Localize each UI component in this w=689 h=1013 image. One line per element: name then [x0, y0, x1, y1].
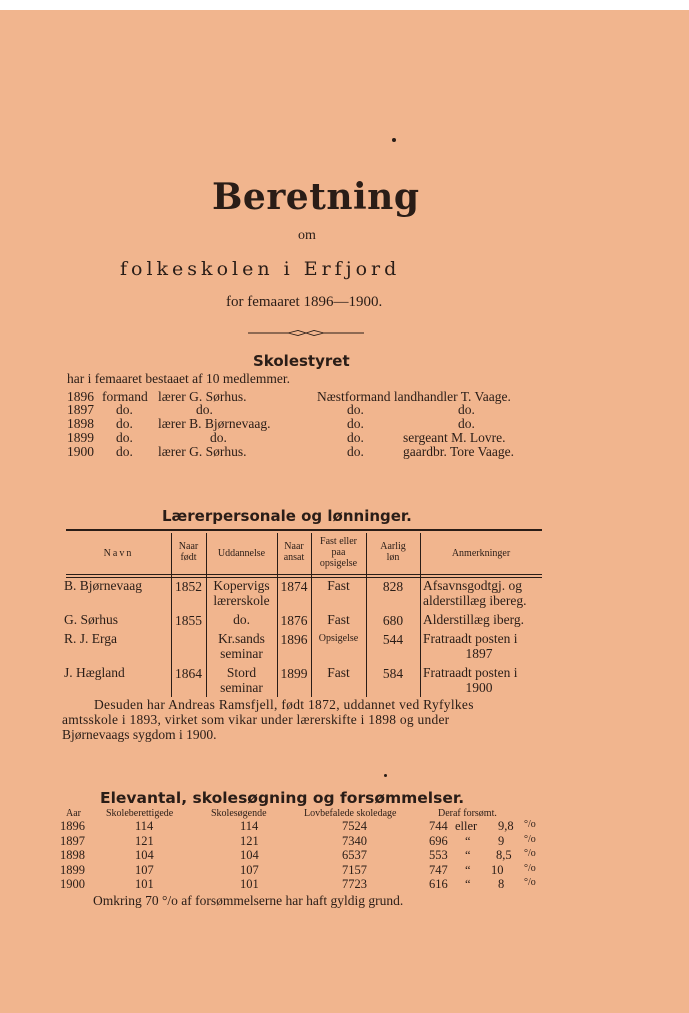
teacher-salary: 544: [382, 632, 404, 647]
cell-line: seminar: [220, 680, 263, 695]
col-header-fast: [311, 536, 366, 569]
table-header-rule: [66, 574, 542, 575]
col-header-sogende: Skolesøgende: [211, 808, 267, 819]
elev-sogende: 101: [240, 877, 259, 891]
elev-row: [0, 848, 689, 863]
cell-line: Kr.sands: [218, 631, 265, 646]
teacher-name: J. Hægland: [64, 665, 125, 680]
cell-line: do.: [233, 612, 250, 627]
teacher-remarks: [423, 631, 535, 661]
board-member: lærer G. Sørhus.: [158, 444, 247, 459]
col-header-uddannelse: Uddannelse: [217, 548, 266, 559]
elev-year: 1899: [60, 863, 85, 877]
document-subtitle: folkeskolen i Erfjord: [120, 258, 401, 280]
teacher-education: [206, 631, 277, 661]
teacher-hired: 1896: [280, 632, 308, 647]
elev-sogende: 121: [240, 834, 259, 848]
teacher-hired: 1876: [280, 613, 308, 628]
board-role: do.: [116, 402, 133, 417]
elev-heading: Elevantal, skolesøgning og forsømmelser.: [100, 789, 465, 807]
board-vice: Næstformand landhandler T. Vaage.: [317, 389, 511, 404]
ink-speck: [392, 138, 396, 142]
teacher-salary: 584: [382, 666, 404, 681]
col-header-naar-ansat: [277, 541, 311, 563]
elev-berettigede: 121: [135, 834, 154, 848]
board-role: formand: [102, 389, 148, 404]
cell-line: Stord: [226, 665, 257, 680]
elev-percent: 10: [491, 863, 504, 877]
board-role: do.: [116, 416, 133, 431]
elev-skoledage: 7524: [342, 819, 367, 833]
col-header-line: løn: [386, 552, 400, 563]
col-header-naar-fodt: [171, 541, 206, 563]
elev-row: [0, 877, 689, 892]
elev-berettigede: 101: [135, 877, 154, 891]
elev-percent: 8,5: [496, 848, 512, 862]
col-header-line: Naar: [178, 541, 199, 552]
cell-line: seminar: [220, 646, 263, 661]
elev-forsomt: 616: [429, 877, 448, 891]
elev-forsomt: 744: [429, 819, 448, 833]
col-header-line: ansat: [283, 552, 305, 563]
teacher-fast: Opsigelse: [318, 633, 359, 644]
cell-line: Alderstillæg iberg.: [423, 612, 524, 627]
teacher-remarks: [423, 665, 535, 695]
elev-row: [0, 863, 689, 878]
teacher-hired: 1899: [280, 666, 308, 681]
board-year: 1898: [67, 416, 94, 431]
elev-unit: °/o: [524, 848, 536, 859]
skolestyret-heading: Skolestyret: [253, 352, 350, 370]
col-header-line: født: [180, 552, 197, 563]
title-om: om: [298, 228, 316, 243]
cell-line: 1897: [465, 646, 493, 661]
teacher-education: [206, 612, 277, 628]
teacher-note-line: Desuden har Andreas Ramsfjell, født 1872, uddannet ved Ryfylkes: [94, 697, 474, 712]
teacher-name: R. J. Erga: [64, 631, 117, 646]
board-year: 1899: [67, 430, 94, 445]
col-header-line: paa: [331, 547, 346, 558]
elev-unit: °/o: [524, 863, 536, 874]
elev-skoledage: 7157: [342, 863, 367, 877]
teacher-born: 1864: [175, 666, 202, 681]
period-line: for femaaret 1896—1900.: [226, 294, 383, 310]
elev-year: 1898: [60, 848, 85, 862]
board-vice-name: do.: [458, 402, 475, 417]
board-vice: do.: [347, 416, 364, 431]
board-year: 1897: [67, 402, 94, 417]
board-vice-name: gaardbr. Tore Vaage.: [403, 444, 515, 459]
teacher-fast: Fast: [327, 665, 350, 680]
elev-row: [0, 834, 689, 849]
board-member: do.: [210, 430, 227, 445]
teacher-note-line: amtsskole i 1893, virket som vikar under lærerskifte i 1898 og under: [62, 712, 450, 727]
cell-line: Fratraadt posten i: [423, 631, 518, 646]
elev-forsomt: 696: [429, 834, 448, 848]
col-header-line: opsigelse: [319, 558, 358, 569]
document-title: Beretning: [212, 176, 420, 218]
skolestyret-intro: har i femaaret bestaaet af 10 medlemmer.: [67, 371, 291, 386]
col-header-navn: Navn: [103, 548, 134, 559]
cell-line: Kopervigs: [213, 578, 270, 593]
cell-line: Fratraadt posten i: [423, 665, 518, 680]
teacher-remarks: [423, 612, 524, 628]
board-member: lærer G. Sørhus.: [158, 389, 247, 404]
teacher-name: G. Sørhus: [64, 612, 119, 627]
teacher-education: [206, 578, 277, 608]
board-year: 1896: [67, 389, 94, 404]
elev-year: 1897: [60, 834, 85, 848]
teacher-born: 1852: [175, 579, 202, 594]
teacher-hired: 1874: [280, 579, 308, 594]
cell-line: alderstillæg ibereg.: [423, 593, 527, 608]
col-header-line: Naar: [284, 541, 304, 552]
teacher-fast: Fast: [327, 578, 350, 593]
col-header-skoledage: Lovbefalede skoledage: [304, 808, 397, 819]
elev-sep: eller: [455, 819, 478, 833]
col-header-line: Fast eller: [320, 536, 357, 547]
col-header-line: Aarlig: [380, 541, 406, 552]
elev-berettigede: 104: [135, 848, 154, 862]
board-vice: do.: [347, 444, 364, 459]
cell-line: 1900: [465, 680, 493, 695]
elev-berettigede: 114: [135, 819, 154, 833]
col-header-aar: Aar: [66, 808, 81, 819]
board-vice: do.: [347, 430, 364, 445]
elev-percent: 9: [498, 834, 505, 848]
teacher-fast: Fast: [327, 612, 350, 627]
board-role: do.: [116, 430, 133, 445]
elev-unit: °/o: [524, 819, 536, 830]
elev-sep: “: [465, 877, 471, 891]
ornament-divider: [248, 330, 364, 336]
elev-unit: °/o: [524, 877, 536, 888]
cell-line: lærerskole: [213, 593, 270, 608]
elev-sogende: 104: [240, 848, 259, 862]
elev-row: [0, 819, 689, 834]
elev-skoledage: 7340: [342, 834, 367, 848]
col-header-forsomt: Deraf forsømt.: [438, 808, 497, 819]
elev-percent: 8: [498, 877, 505, 891]
col-header-aarlig: [366, 541, 420, 563]
elev-berettigede: 107: [135, 863, 154, 877]
elev-unit: °/o: [524, 834, 536, 845]
elev-sogende: 107: [240, 863, 259, 877]
elev-year: 1896: [60, 819, 85, 833]
laerer-heading: Lærerpersonale og lønninger.: [162, 507, 412, 525]
teacher-salary: 828: [382, 579, 404, 594]
board-role: do.: [116, 444, 133, 459]
board-vice-name: sergeant M. Lovre.: [403, 430, 506, 445]
elev-footer: Omkring 70 °/o af forsømmelserne har haft gyldig grund.: [93, 893, 404, 908]
elev-percent: 9,8: [498, 819, 514, 833]
teacher-born: 1855: [175, 613, 202, 628]
board-member: do.: [196, 402, 213, 417]
board-vice: do.: [347, 402, 364, 417]
table-top-rule: [66, 529, 542, 531]
elev-skoledage: 6537: [342, 848, 367, 862]
elev-forsomt: 553: [429, 848, 448, 862]
teacher-note-line: Bjørnevaags sygdom i 1900.: [62, 727, 217, 742]
board-year: 1900: [67, 444, 94, 459]
col-header-berettigede: Skoleberettigede: [106, 808, 174, 819]
elev-sep: “: [465, 834, 471, 848]
cell-line: Afsavnsgodtgj. og: [423, 578, 522, 593]
elev-forsomt: 747: [429, 863, 448, 877]
teacher-remarks: [423, 578, 526, 608]
elev-year: 1900: [60, 877, 85, 891]
teacher-name: B. Bjørnevaag: [64, 578, 142, 593]
teacher-education: [206, 665, 277, 695]
elev-skoledage: 7723: [342, 877, 367, 891]
elev-sep: “: [465, 848, 471, 862]
col-header-anm: Anmerkninger: [451, 548, 511, 559]
board-member: lærer B. Bjørnevaag.: [158, 416, 271, 431]
elev-sogende: 114: [240, 819, 259, 833]
teacher-salary: 680: [382, 613, 404, 628]
elev-sep: “: [465, 863, 471, 877]
ink-speck: [384, 774, 387, 777]
board-vice-name: do.: [458, 416, 475, 431]
